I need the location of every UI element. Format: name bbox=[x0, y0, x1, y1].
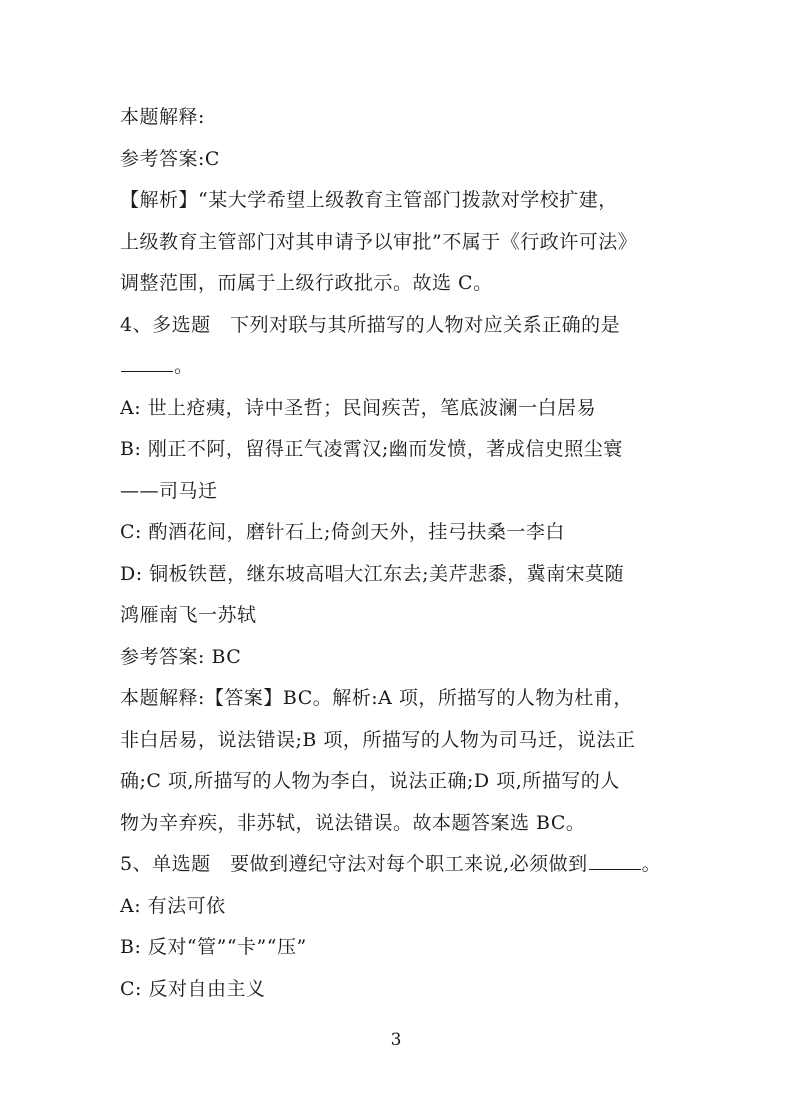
analysis-line: 调整范围，而属于上级行政批示。故选 C。 bbox=[120, 272, 493, 294]
explanation-line: 物为辛弃疾，非苏轼，说法错误。故本题答案选 BC。 bbox=[120, 811, 586, 834]
answer-blank bbox=[121, 351, 173, 372]
option-b: B: 反对“管”“卡”“压” bbox=[120, 936, 307, 958]
answer-line: 参考答案: BC bbox=[120, 645, 242, 668]
option-b-continued: ——司马迁 bbox=[120, 479, 218, 502]
option-c: C: 酌酒花间，磨针石上;倚剑天外，挂弓扶桑一李白 bbox=[120, 521, 565, 543]
period-mark: 。 bbox=[641, 853, 662, 875]
document-body bbox=[120, 100, 690, 1013]
option-c: C: 反对自由主义 bbox=[120, 977, 266, 1000]
analysis-line: 上级教育主管部门对其申请予以审批”不属于《行政许可法》 bbox=[120, 230, 638, 253]
explanation-line: 非白居易，说法错误;B 项，所描写的人物为司马迁，说法正 bbox=[120, 728, 636, 751]
question-4-blank-line bbox=[120, 349, 690, 391]
option-a: A: 世上疮痍，诗中圣哲；民间疾苦，笔底波澜一白居易 bbox=[120, 396, 597, 419]
period-mark: 。 bbox=[174, 355, 194, 377]
explanation-heading: 本题解释: bbox=[120, 106, 205, 128]
question-5-text: 5、单选题 要做到遵纪守法对每个职工来说,必须做到 bbox=[120, 853, 588, 875]
answer-blank bbox=[589, 849, 641, 870]
page-number: 3 bbox=[390, 1030, 402, 1050]
question-4-stem: 4、多选题 下列对联与其所描写的人物对应关系正确的是 bbox=[120, 313, 621, 336]
analysis-line: 【解析】“某大学希望上级教育主管部门拨款对学校扩建， bbox=[120, 189, 618, 211]
option-d: D: 铜板铁琶，继东坡高唱大江东去;美芹悲黍，冀南宋莫随 bbox=[120, 562, 625, 585]
explanation-line: 确;C 项,所描写的人物为李白，说法正确;D 项,所描写的人 bbox=[120, 770, 620, 792]
explanation-line: 本题解释:【答案】BC。解析:A 项，所描写的人物为杜甫， bbox=[120, 687, 633, 709]
option-b: B: 刚正不阿，留得正气凌霄汉;幽而发愤，著成信史照尘寰 bbox=[120, 438, 623, 460]
option-a: A: 有法可依 bbox=[120, 894, 226, 917]
question-5-stem bbox=[120, 847, 690, 889]
answer-line: 参考答案:C bbox=[120, 147, 220, 170]
option-d-continued: 鸿雁南飞一苏轼 bbox=[120, 604, 257, 626]
